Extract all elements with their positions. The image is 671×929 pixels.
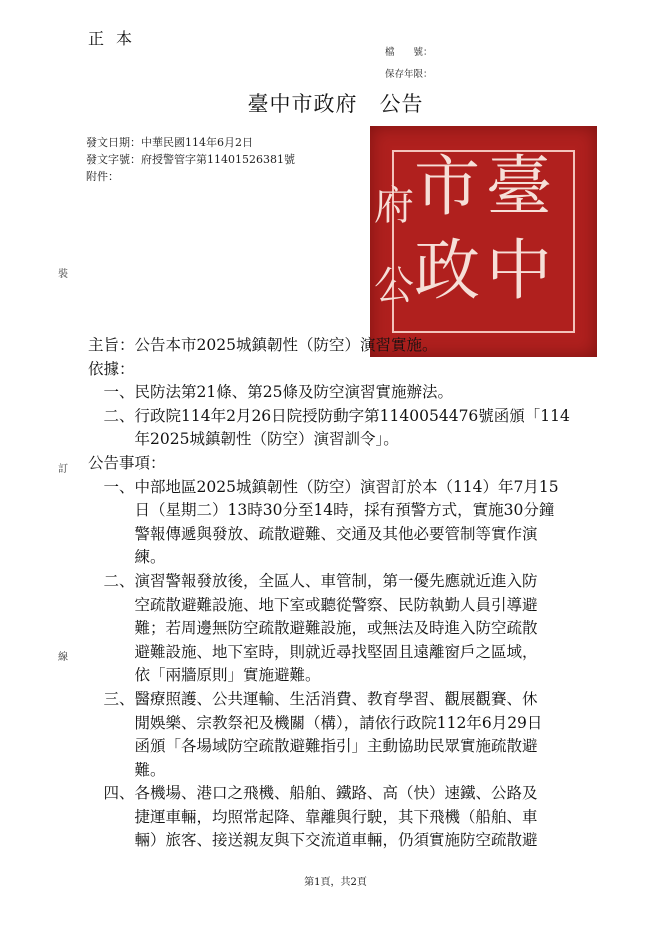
document-type: 公告 [379, 92, 424, 116]
notice-item-2-cont: 依「兩牆原則」實施避難。 [88, 666, 321, 684]
basis-item-1: 一、民防法第21條、第25條及防空演習實施辦法。 [88, 383, 453, 401]
binding-mark-middle: 訂 [58, 464, 68, 475]
notice-item-2: 二、演習警報發放後，全區人、車管制，第一優先應就近進入防 [88, 572, 538, 590]
issue-date: 發文日期：中華民國114年6月2日 [86, 136, 253, 149]
notice-item-2-cont: 避難設施、地下室時，則就近尋找堅固且遠離窗戶之區域， [88, 643, 538, 661]
announcement-body [88, 0, 608, 929]
notice-item-1-cont: 警報傳遞與發放、疏散避難、交通及其他必要管制等實作演 [88, 525, 538, 543]
notice-item-1-cont: 日（星期二）13時30分至14時，採有預警方式，實施30分鐘 [88, 501, 555, 519]
basis-item-2: 二、行政院114年2月26日院授防動字第1140054476號函頒「114 [88, 407, 570, 425]
notice-item-1: 一、中部地區2025城鎮韌性（防空）演習訂於本（114）年7月15 [88, 478, 559, 496]
notice-item-2-cont: 難；若周邊無防空疏散避難設施，或無法及時進入防空疏散 [88, 619, 538, 637]
notice-item-3-cont: 閒娛樂、宗教祭祀及機關（構），請依行政院112年6月29日 [88, 714, 543, 732]
basis-heading: 依據： [88, 360, 135, 378]
official-seal: 臺 中 市 政 府 公 [370, 126, 597, 357]
binding-mark-bottom: 線 [58, 652, 68, 663]
notice-item-4-cont: 捷運車輛，均照常起降、靠離與行駛，其下飛機（船舶、車 [88, 808, 538, 826]
issue-number: 發文字號：府授警管字第11401526381號 [86, 153, 295, 166]
notice-item-4-cont: 輛）旅客、接送親友與下交流道車輛，仍須實施防空疏散避 [88, 831, 538, 849]
agency-name: 臺中市政府 [247, 92, 358, 116]
subject-line: 主旨：公告本市2025城鎮韌性（防空）演習實施。 [88, 336, 438, 354]
notice-item-3-cont: 函頒「各場域防空疏散避難指引」主動協助民眾實施疏散避 [88, 737, 538, 755]
page-number: 第1頁，共2頁 [304, 877, 367, 888]
binding-mark-top: 裝 [58, 269, 68, 280]
file-number-label: 檔 號： [385, 47, 433, 58]
attachment-label: 附件： [86, 170, 119, 183]
copy-mark: 正本 [88, 29, 145, 48]
notice-item-4: 四、各機場、港口之飛機、船舶、鐵路、高（快）速鐵、公路及 [88, 784, 538, 802]
notice-item-2-cont: 空疏散避難設施、地下室或聽從警察、民防執勤人員引導避 [88, 596, 538, 614]
notice-item-3-cont: 難。 [88, 761, 166, 779]
notice-heading: 公告事項： [88, 454, 166, 472]
notice-item-3: 三、醫療照護、公共運輸、生活消費、教育學習、觀展觀賽、休 [88, 690, 538, 708]
retention-label: 保存年限： [385, 69, 433, 80]
basis-item-2-cont: 年2025城鎮韌性（防空）演習訓令」。 [88, 430, 399, 448]
notice-item-1-cont: 練。 [88, 548, 166, 566]
